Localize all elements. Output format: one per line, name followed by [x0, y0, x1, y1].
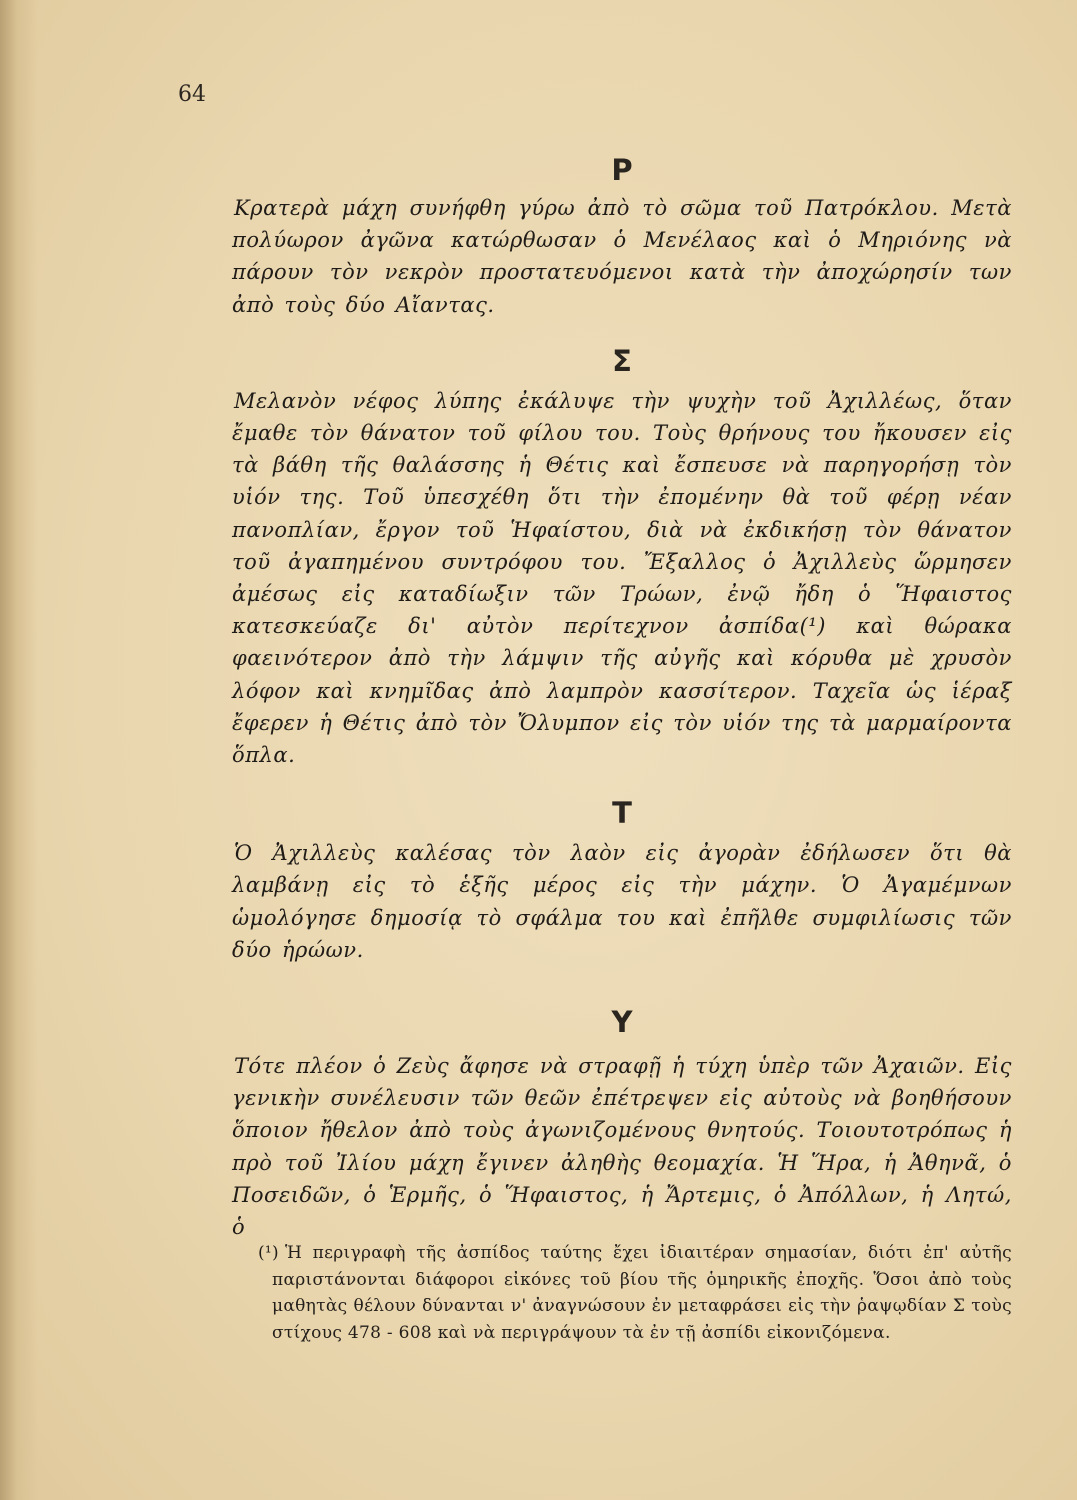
section-text-upsilon: Τότε πλέον ὁ Ζεὺς ἄφησε νὰ στραφῇ ἡ τύχη ὑπὲρ τῶν Ἀχαιῶν. Εἰς γενικὴν συνέλευσιν τῶν θεῶν ἐπέτρεψεν εἰς αὐτοὺς νὰ βοηθήσουν ὅποιον ἤθελον ἀπὸ τοὺς ἀγωνιζομένους θνητούς. Τοιουτοτρόπως ἡ πρὸ τοῦ Ἰλίου μάχη ἔγινεν ἀληθὴς θεομαχία. Ἡ Ἥρα, ἡ Ἀθηνᾶ, ὁ Ποσειδῶν, ὁ Ἑρμῆς, ὁ Ἥφαιστος, ἡ Ἄρτεμις, ὁ Ἀπόλλων, ἡ Λητώ, ὁ: [232, 1054, 1012, 1240]
footnote-reference: (¹): [799, 614, 827, 639]
section-text-tau: Ὁ Ἀχιλλεὺς καλέσας τὸν λαὸν εἰς ἀγορὰν ἐδήλωσεν ὅτι θὰ λαμβάνῃ εἰς τὸ ἑξῆς μέρος εἰς τὴν μάχην. Ὁ Ἀγαμέμνων ὡμολόγησε δημοσίᾳ τὸ σφάλμα του καὶ ἐπῆλθε συμφιλίωσις τῶν δύο ἡρώων.: [232, 841, 1012, 962]
page-body: [232, 150, 1012, 1243]
section-text-sigma-part1: Μελανὸν νέφος λύπης ἐκάλυψε τὴν ψυχὴν τοῦ Ἀχιλλέως, ὅταν ἔμαθε τὸν θάνατον τοῦ φίλου του. Τοὺς θρήνους του ἤκουσεν εἰς τὰ βάθη τῆς θαλάσσης ἡ Θέτις καὶ ἔσπευσε νὰ παρηγορήσῃ τὸν υἱόν της. Τοῦ ὑπεσχέθη ὅτι τὴν ἐπομένην θὰ τοῦ φέρῃ νέαν πανοπλίαν, ἔργον τοῦ Ἡφαίστου, διὰ νὰ ἐκδικήσῃ τὸν θάνατον τοῦ ἀγαπημένου συντρόφου του. Ἔξαλλος ὁ Ἀχιλλεὺς ὥρμησεν ἀμέσως εἰς καταδίωξιν τῶν Τρώων, ἐνῷ ἤδη ὁ Ἥφαιστος κατεσκεύαζε δι' αὐτὸν περίτεχνον ἀσπίδα: [232, 388, 1012, 639]
footnote: [258, 1240, 1012, 1346]
footnote-marker: (¹): [258, 1243, 279, 1263]
section-heading-sigma: Σ: [612, 343, 632, 378]
spine-shadow: [0, 0, 38, 1500]
footnote-text: Ἡ περιγραφὴ τῆς ἀσπίδος ταύτης ἔχει ἰδιαιτέραν σημασίαν, διότι ἐπ' αὐτῆς παριστάνονται διάφοροι εἰκόνες τοῦ βίου τῆς ὁμηρικῆς ἐποχῆς. Ὅσοι ἀπὸ τοὺς μαθητὰς θέλουν δύνανται ν' ἀναγνώσουν ἐν μεταφράσει εἰς τὴν ῥαψῳδίαν Σ τοὺς στίχους 478 - 608 καὶ νὰ περιγράψουν τὰ ἐν τῇ ἀσπίδι εἰκονιζόμενα.: [272, 1243, 1012, 1343]
section-heading-tau: T: [612, 796, 632, 831]
page-number: 64: [178, 82, 206, 107]
section-text-sigma-part2: καὶ θώρακα φαεινότερον ἀπὸ τὴν λάμψιν τῆς αὐγῆς καὶ κόρυθα μὲ χρυσὸν λόφον καὶ κνημῖδας ἀπὸ λαμπρὸν κασσίτερον. Ταχεῖα ὡς ἱέραξ ἔφερεν ἡ Θέτις ἀπὸ τὸν Ὄλυμπον εἰς τὸν υἱόν της τὰ μαρμαίροντα ὅπλα.: [232, 614, 1012, 768]
section-text-sigma: [232, 385, 1012, 771]
section-heading-rho: P: [611, 153, 633, 187]
section-text-rho: Κρατερὰ μάχη συνήφθη γύρω ἀπὸ τὸ σῶμα τοῦ Πατρόκλου. Μετὰ πολύωρον ἀγῶνα κατώρθωσαν ὁ Μενέλαος καὶ ὁ Μηριόνης νὰ πάρουν τὸν νεκρὸν προστατευόμενοι κατὰ τὴν ἀποχώρησίν των ἀπὸ τοὺς δύο Αἴαντας.: [232, 196, 1012, 317]
section-heading-upsilon: Y: [611, 1005, 633, 1040]
